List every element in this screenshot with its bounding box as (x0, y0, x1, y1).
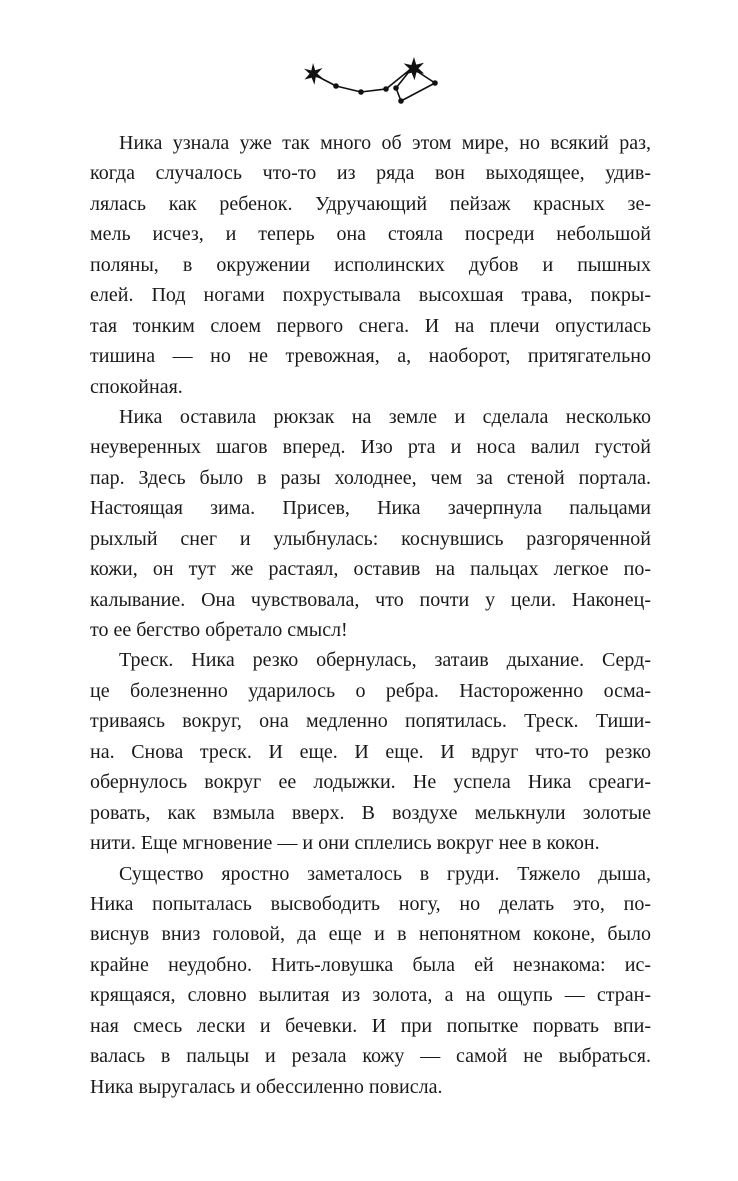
text-line: Ника выругалась и обессиленно повисла. (90, 1075, 443, 1098)
text-line: Ника оставила рюкзак на земле и сделала несколько (119, 405, 651, 428)
text-line: Ника узнала уже так много об этом мире, но всякий раз, (119, 132, 651, 154)
text-line: Существо яростно заметалось в груди. Тяжело дыша, (119, 862, 651, 885)
text-line: тая тонким слоем первого снега. И на плечи опустилась (90, 314, 651, 337)
text-line: кожи, он тут же растаял, оставив на пальцах легкое по- (90, 558, 651, 581)
text-line: рыхлый снег и улыбнулась: коснувшись разгоряченной (90, 527, 651, 550)
body-text (90, 128, 651, 1102)
text-line: валась в пальцы и резала кожу — самой не выбраться. (90, 1045, 651, 1068)
constellation-ornament-icon (300, 56, 440, 106)
text-line: триваясь вокруг, она медленно попятилась. Треск. Тиши- (90, 710, 651, 733)
paragraph (90, 859, 651, 1103)
text-line: спокойная. (90, 375, 183, 398)
text-line: ная смесь лески и бечевки. И при попытке порвать впи- (90, 1014, 651, 1037)
text-line: крящаяся, словно вылитая из золота, а на ощупь — стран- (90, 984, 651, 1007)
text-line: то ее бегство обретало смысл! (90, 619, 348, 641)
text-line: елей. Под ногами похрустывала высохшая трава, покры- (90, 284, 651, 307)
text-line: виснув вниз головой, да еще и в непонятном коконе, было (90, 923, 651, 946)
text-line: пар. Здесь было в разы холоднее, чем за стеной портала. (90, 466, 651, 489)
text-line: лялась как ребенок. Удручающий пейзаж красных зе- (90, 192, 651, 215)
text-line: Треск. Ника резко обернулась, затаив дыхание. Серд- (119, 649, 651, 672)
text-line: неуверенных шагов вперед. Изо рта и носа валил густой (90, 436, 651, 459)
text-line: мель исчез, и теперь она стояла посреди небольшой (90, 223, 651, 246)
text-line: ровать, как взмыла вверх. В воздухе мелькнули золотые (90, 801, 651, 824)
text-line: нити. Еще мгновение — и они сплелись вокруг нее в кокон. (90, 832, 600, 855)
paragraph (90, 402, 651, 646)
text-line: Настоящая зима. Присев, Ника зачерпнула пальцами (90, 497, 651, 520)
text-line: калывание. Она чувствовала, что почти у цели. Наконец- (90, 588, 651, 611)
text-line: це болезненно ударилось о ребра. Настороженно осма- (90, 679, 651, 702)
text-line: Ника попыталась высвободить ногу, но делать это, по- (90, 892, 651, 915)
text-line: поляны, в окружении исполинских дубов и пышных (90, 253, 651, 276)
paragraph (90, 128, 651, 402)
text-line: на. Снова треск. И еще. И еще. И вдруг что-то резко (90, 740, 651, 763)
text-line: обернулось вокруг ее лодыжки. Не успела Ника среаги- (90, 771, 651, 794)
paragraph (90, 645, 651, 858)
text-line: крайне неудобно. Нить-ловушка была ей незнакома: ис- (90, 953, 651, 976)
text-line: когда случалось что-то из ряда вон выходящее, удив- (90, 162, 651, 185)
text-line: тишина — но не тревожная, а, наоборот, притягательно (90, 345, 651, 368)
